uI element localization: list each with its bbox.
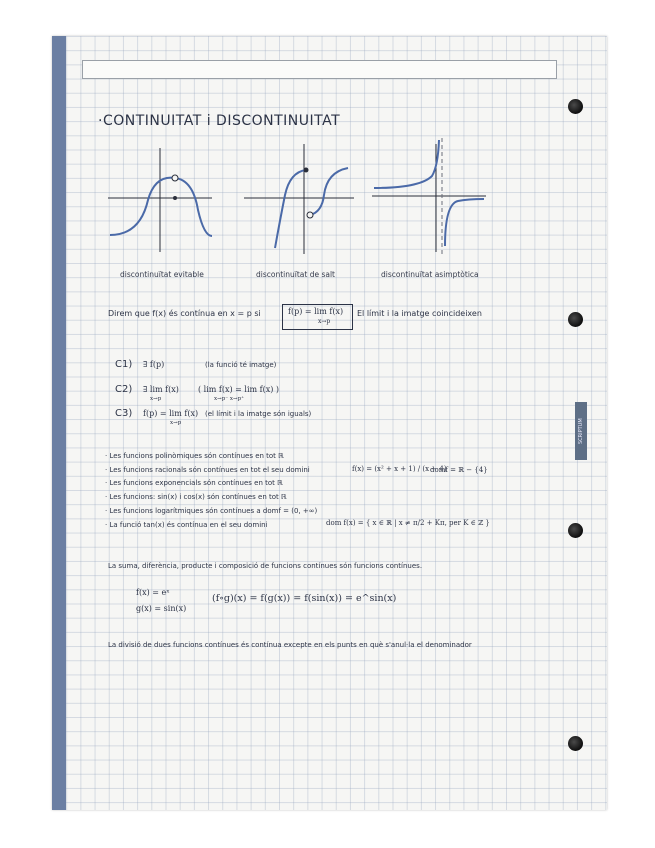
condition-subscript: x→p <box>170 420 182 426</box>
filled-point <box>304 168 309 173</box>
g-definition: g(x) = sin(x) <box>136 604 187 613</box>
condition-expr: ∃ f(p) <box>143 360 165 369</box>
composition-formula: (f∘g)(x) = f(g(x)) = f(sin(x)) = e^sin(x) <box>212 593 397 604</box>
bullet-text: Les funcions racionals són contínues en tot el seu domini <box>109 466 310 474</box>
graph-caption: discontinuïtat evitable <box>120 270 204 279</box>
rational-domain: domf = ℝ − {4} <box>430 466 488 474</box>
bullet-text: Les funcions logarítmiques són contínues a domf = (0, +∞) <box>109 507 318 515</box>
right-branch <box>445 199 484 246</box>
left-branch <box>275 170 306 248</box>
condition-note: (la funció té imatge) <box>205 361 277 369</box>
bullet-text: Les funcions: sin(x) i cos(x) són contínues en tot ℝ <box>109 493 287 501</box>
filled-point <box>173 196 177 200</box>
definition-formula: f(p) = lim f(x) <box>288 307 344 316</box>
definition-formula-subscript: x→p <box>318 318 331 325</box>
bullet-text: La funció tan(x) és contínua en el seu domini <box>109 521 268 529</box>
condition-note-subscript: x→p⁻ x→p⁺ <box>214 396 245 402</box>
header-field <box>82 60 557 79</box>
bullet-text: Les funcions exponencials són contínues en tot ℝ <box>109 479 283 487</box>
list-item: · Les funcions racionals són contínues en tot el seu domini <box>105 466 310 474</box>
list-item: · La funció tan(x) és contínua en el seu domini <box>105 521 268 529</box>
definition-intro: Direm que f(x) és contínua en x = p si <box>108 309 261 318</box>
condition-subscript: x→p <box>150 396 162 402</box>
list-item: · Les funcions exponencials són contínues en tot ℝ <box>105 479 283 487</box>
graph-caption: discontinuïtat asimptòtica <box>381 270 479 279</box>
list-item: · Les funcions polinòmiques són contínues en tot ℝ <box>105 452 284 460</box>
list-item: · Les funcions: sin(x) i cos(x) són contínues en tot ℝ <box>105 493 287 501</box>
binder-hole-icon <box>568 736 583 751</box>
page-title: ·CONTINUITAT i DISCONTINUITAT <box>98 113 341 129</box>
condition-label: C2) <box>115 384 133 395</box>
page-margin-strip <box>52 36 66 810</box>
asymptotic-discontinuity-graph <box>370 138 490 258</box>
left-branch <box>374 140 439 188</box>
condition-note: ( lim f(x) = lim f(x) ) <box>198 385 280 394</box>
list-item: · Les funcions logarítmiques són contínues a domf = (0, +∞) <box>105 507 318 515</box>
condition-expr: ∃ lim f(x) <box>143 385 179 394</box>
condition-expr: f(p) = lim f(x) <box>143 409 199 418</box>
curve <box>110 178 212 236</box>
definition-tail: El límit i la imatge coincideixen <box>357 309 482 318</box>
binder-hole-icon <box>568 312 583 327</box>
removable-discontinuity-graph <box>100 140 220 260</box>
right-branch <box>310 168 348 215</box>
division-sentence: La divisió de dues funcions contínues és contínua excepte en els punts en què s'anul·la el denominador <box>108 641 472 649</box>
bullet-text: Les funcions polinòmiques són contínues en tot ℝ <box>109 452 284 460</box>
graph-caption: discontinuïtat de salt <box>256 270 335 279</box>
condition-label: C1) <box>115 359 133 370</box>
tan-domain: dom f(x) = { x ∈ ℝ | x ≠ π/2 + Kπ, per K ∈ ℤ } <box>326 519 490 527</box>
open-point <box>172 175 178 181</box>
condition-note: (el límit i la imatge són iguals) <box>205 410 312 418</box>
open-point <box>307 212 313 218</box>
composition-sentence: La suma, diferència, producte i composició de funcions contínues són funcions contínues. <box>108 562 423 570</box>
binder-hole-icon <box>568 99 583 114</box>
brand-label: SCRIPTUM <box>575 402 587 460</box>
condition-label: C3) <box>115 408 133 419</box>
rational-example: f(x) = (x² + x + 1) / (x − 4) <box>352 465 447 473</box>
jump-discontinuity-graph <box>240 140 360 260</box>
f-definition: f(x) = eˣ <box>136 588 170 597</box>
binder-hole-icon <box>568 523 583 538</box>
